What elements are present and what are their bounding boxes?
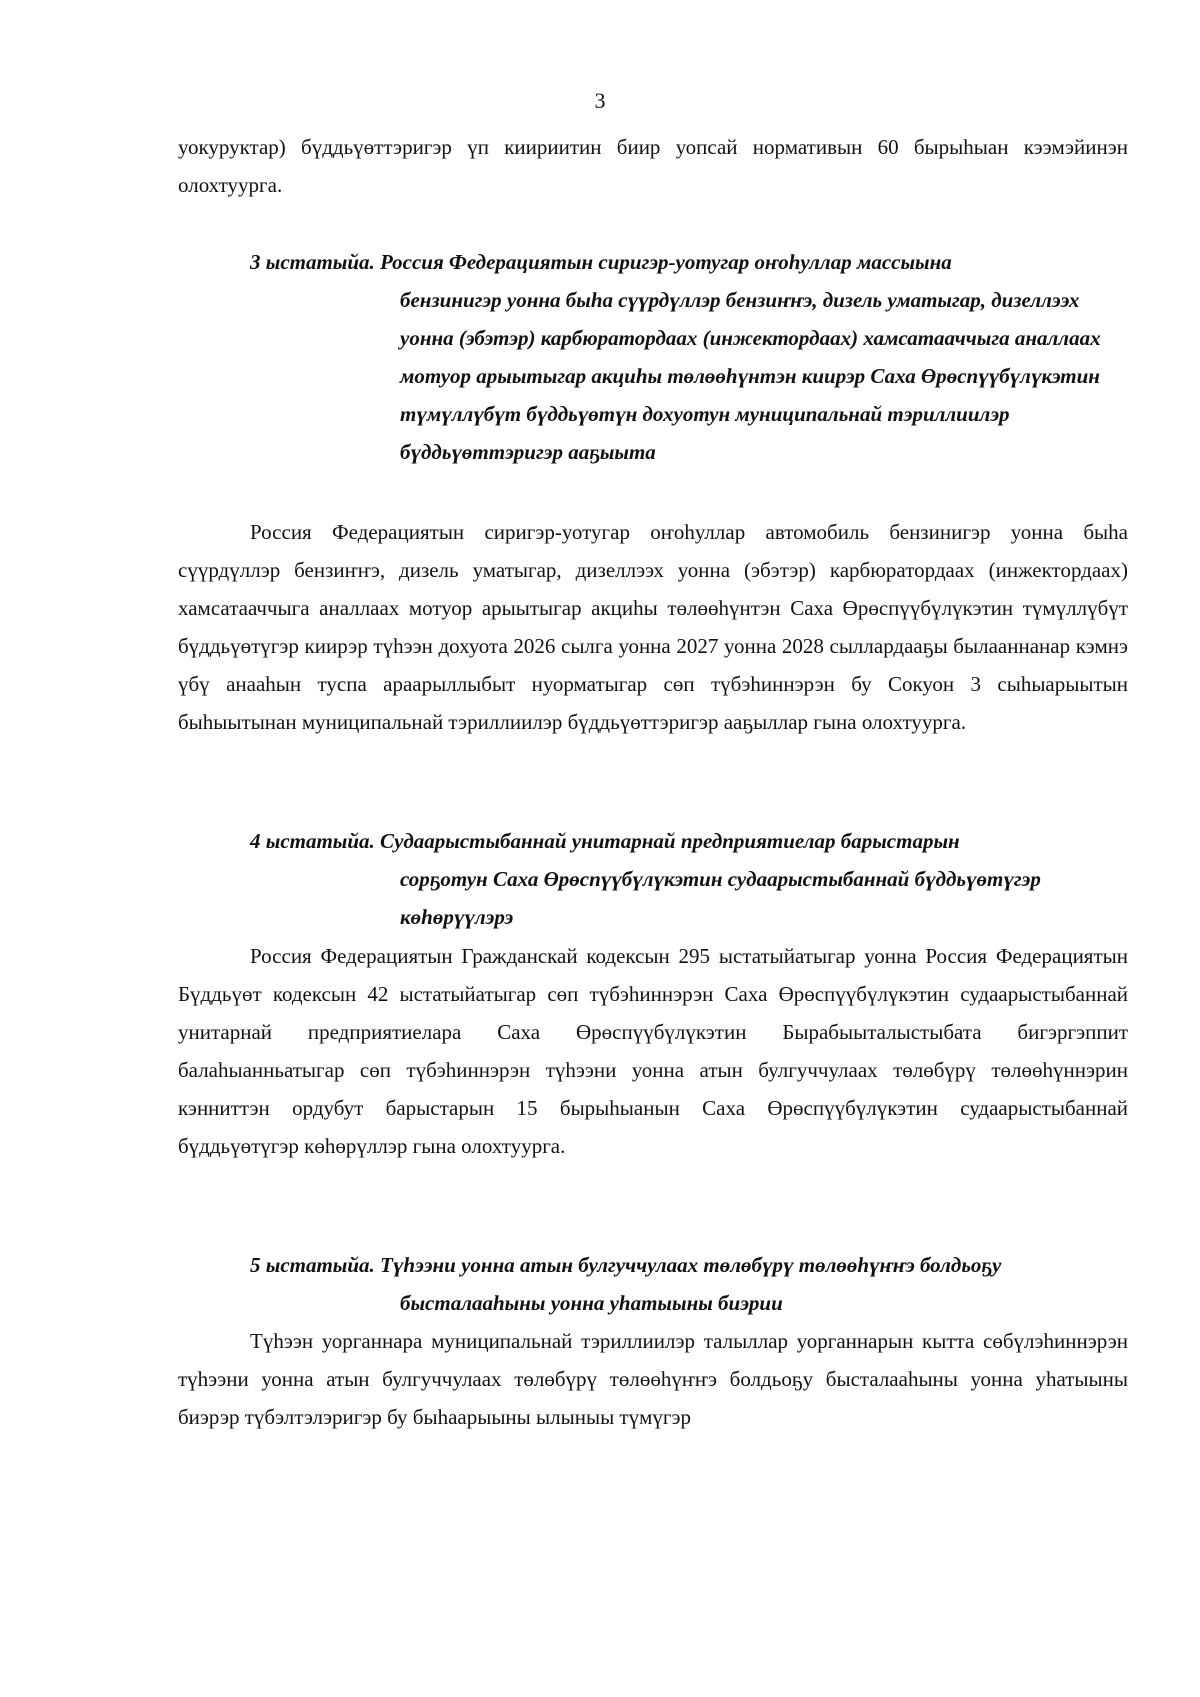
article-4-heading-rest: сорҕотун Саха Өрөспүүбүлүкэтин судаарыстыбаннай бүддьүөтүгэр көһөрүүлэрэ bbox=[400, 867, 1041, 929]
article-5-heading-first: 5 ыстатыйа. Түһээни уонна атын булгуччулаах төлөбүрү төлөөһүҥҥэ болдьоҕу bbox=[250, 1253, 1002, 1277]
article-4-heading bbox=[250, 822, 1130, 936]
article-3-heading-rest: бензинигэр уонна быһа сүүрдүллэр бензиҥҥэ, дизель уматыгар, дизеллээх уонна (эбэтэр) карбюратордаах (инжектордаах) хамсатааччыга аналлаах мотуор арыытыгар акциһы төлөөһүнтэн киирэр Саха Өрөспүүбүлүкэтин түмүллүбүт бүддьүөтүн дохуотун муниципальнай тэриллиилэр бүддьүөттэригэр ааҕыыта bbox=[400, 288, 1101, 464]
intro-paragraph: уокуруктар) бүддьүөттэригэр үп киириитин биир уопсай нормативын 60 бырыһыан кээмэйинэн олохтуурга. bbox=[178, 135, 1128, 197]
article-3-heading bbox=[250, 243, 1130, 471]
article-3-heading-first: 3 ыстатыйа. Россия Федерациятын сиригэр-уотугар оҥоһуллар массыына bbox=[250, 250, 952, 274]
article-4-body: Россия Федерациятын Гражданскай кодексын 295 ыстатыйатыгар уонна Россия Федерациятын Бүддьүөт кодексын 42 ыстатыйатыгар сөп түбэһиннэрэн Саха Өрөспүүбүлүкэтин судаарыстыбаннай унитарнай предприятиелара Саха Өрөспүүбүлүкэтин Бырабыыталыстыбата бигэргэппит балаһыанньатыгар сөп түбэһиннэрэн түһээни уонна атын булгуччулаах төлөбүрү төлөөһүннэрин кэнниттэн ордубут барыстарын 15 бырыһыанын Саха Өрөспүүбүлүкэтин судаарыстыбаннай бүддьүөтүгэр көһөрүллэр гына олохтуурга. bbox=[178, 944, 1128, 1158]
article-5-heading bbox=[250, 1246, 1130, 1322]
article-3-body: Россия Федерациятын сиригэр-уотугар оҥоһуллар автомобиль бензинигэр уонна быһа сүүрдүллэр бензиҥҥэ, дизель уматыгар, дизеллээх уонна (эбэтэр) карбюратордаах (инжектордаах) хамсатааччыга аналлаах мотуор арыытыгар акциһы төлөөһүнтэн Саха Өрөспүүбүлүкэтин түмүллүбүт бүддьүөтүгэр киирэр түһээн дохуота 2026 сылга уонна 2027 уонна 2028 сыллардааҕы былааннанар кэмнэ үбү анааһын туспа араарыллыбыт нуорматыгар сөп түбэһиннэрэн бу Сокуон 3 сыһыарыытын быһыытынан муниципальнай тэриллиилэр бүддьүөттэригэр ааҕыллар гына олохтуурга. bbox=[178, 520, 1128, 734]
page-number: 3 bbox=[594, 88, 606, 113]
article-5-heading-rest: бысталааһыны уонна уһатыыны биэрии bbox=[400, 1291, 783, 1315]
article-5-body: Түһээн уорганнара муниципальнай тэриллиилэр талыллар уорганнарын кытта сөбүлэһиннэрэн түһээни уонна атын булгуччулаах төлөбүрү төлөөһүҥҥэ болдьоҕу бысталааһыны уонна уһатыыны биэрэр түбэлтэлэригэр бу быһаарыыны ылыныы түмүгэр bbox=[178, 1329, 1128, 1429]
article-4-heading-first: 4 ыстатыйа. Судаарыстыбаннай унитарнай предприятиелар барыстарын bbox=[250, 829, 960, 853]
